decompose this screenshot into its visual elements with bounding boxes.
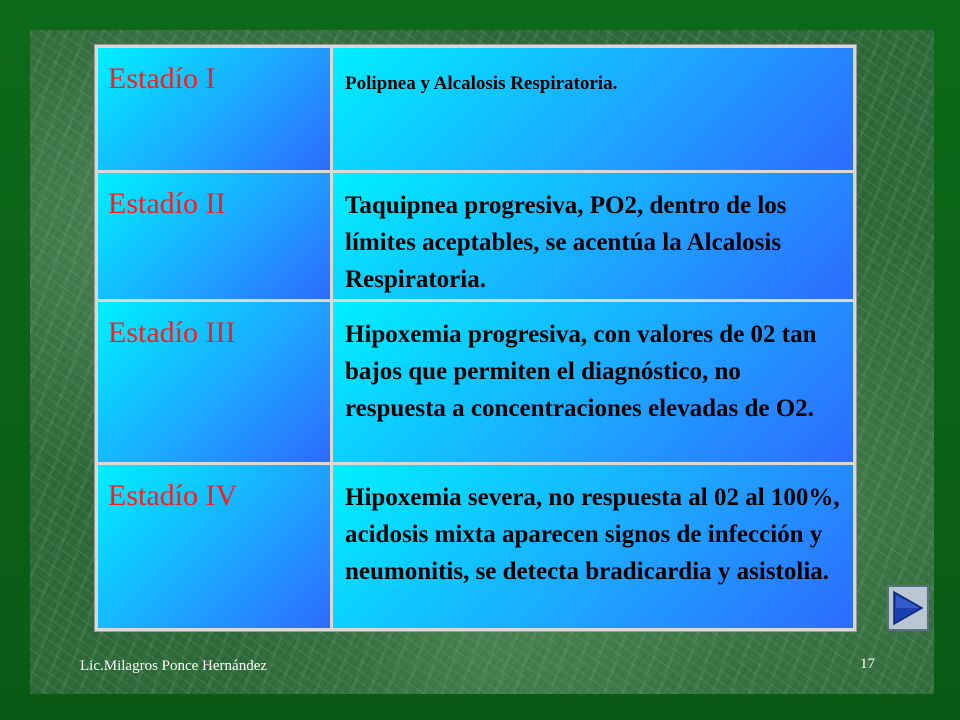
stage-description: Polipnea y Alcalosis Respiratoria. [333, 48, 853, 170]
stage-label: Estadío IV [98, 465, 333, 628]
stage-description: Hipoxemia severa, no respuesta al 02 al 100%, acidosis mixta aparecen signos de infección y neumonitis, se detecta bradicardia y asistolia. [333, 465, 853, 628]
footer-author: Lic.Milagros Ponce Hernández [80, 658, 268, 674]
stage-label: Estadío I [98, 48, 333, 170]
stage-label: Estadío III [98, 302, 333, 462]
table-row [98, 299, 853, 462]
page-number: 17 [860, 656, 875, 672]
play-next-icon [889, 587, 927, 629]
stage-description: Taquipnea progresiva, PO2, dentro de los límites aceptables, se acentúa la Alcalosis Respiratoria. [333, 173, 853, 299]
table-row [98, 462, 853, 628]
table-row [98, 170, 853, 299]
stages-table [95, 45, 856, 631]
next-slide-button[interactable] [887, 585, 929, 631]
stage-description: Hipoxemia progresiva, con valores de 02 tan bajos que permiten el diagnóstico, no respuesta a concentraciones elevadas de O2. [333, 302, 853, 462]
stage-label: Estadío II [98, 173, 333, 299]
table-row [98, 48, 853, 170]
